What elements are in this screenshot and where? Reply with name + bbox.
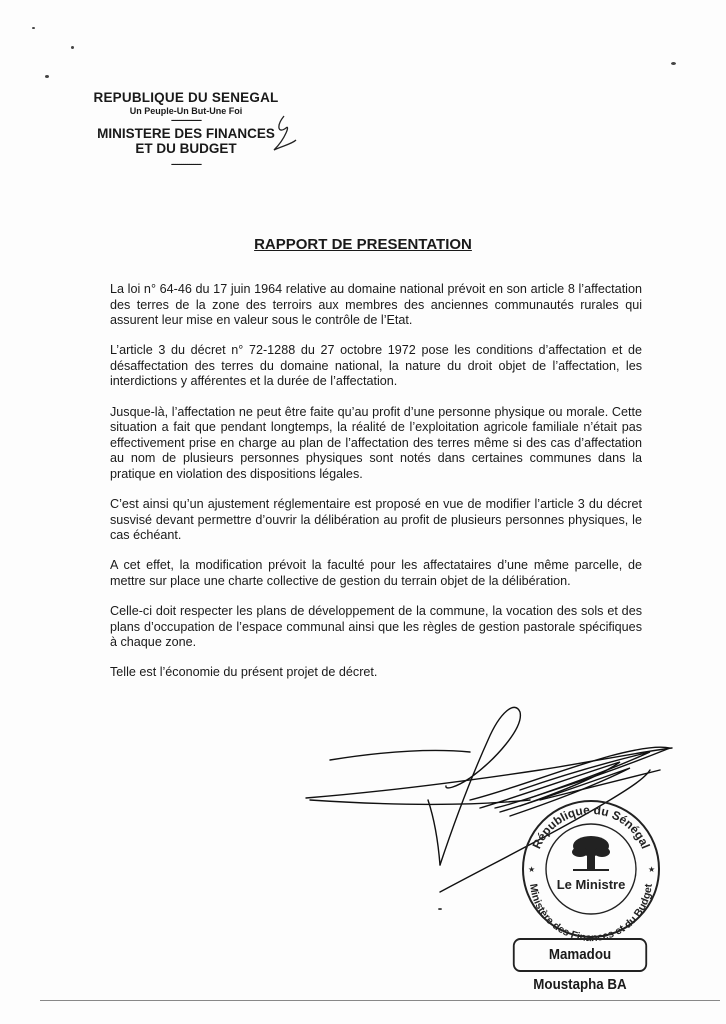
paragraph: A cet effet, la modification prévoit la faculté pour les affectataires d’une même parcelle, de mettre sur place une charte collective de gestion du terrain objet de la délibération. [110,558,642,588]
paragraph: L’article 3 du décret n° 72-1288 du 27 octobre 1972 pose les conditions d’affectation et de désaffectation des terres du domaine national, la nature du droit objet de l’affectation, les interdictions y afférentes et la durée de l’affectation. [110,343,642,389]
stamp-ring-text: République du Sénégal [529,802,653,851]
ministry-name-line2: ET DU BUDGET [135,141,237,156]
paragraph: C’est ainsi qu’un ajustement réglementaire est proposé en vue de modifier l’article 3 du décret susvisé devant permettre d’ouvrir la délibération au profit de plusieurs personnes physiques, le cas échéant. [110,497,642,543]
signatory-name: Mamadou Moustapha BA [513,938,647,972]
document-body [110,282,642,695]
svg-text:★: ★ [528,865,536,874]
national-motto: Un Peuple-Un But-Une Foi [129,106,243,116]
letterhead-separator-2: --------------- [171,159,201,169]
page-bottom-rule [40,1000,720,1001]
letterhead [86,90,286,168]
letterhead-separator: --------------- [171,115,201,125]
paragraph: Jusque-là, l’affectation ne peut être faite qu’au profit d’une personne physique ou morale. Cette situation a fait que pendant longtemps, la réalité de l’exploitation agricole familiale n’était pas effectivement prise en charge au plan de l’affectation des terres même si des cas d’affectation au nom de plusieurs personnes physiques sont notés dans certaines communes dans la pratique en violation des dispositions légales. [110,404,642,481]
paragraph: La loi n° 64-46 du 17 juin 1964 relative au domaine national prévoit en son article 8 l’affectation des terres de la zone des terroirs aux membres des anciennes communautés rurales qui assurent leur mise en valeur sous le contrôle de l’Etat. [110,282,642,328]
stamp-ring-text-bottom: Ministère des Finances et du Budget [527,882,655,945]
svg-text:Ministère des Finances et du B [527,883,655,944]
ministry-name-line1: MINISTERE DES FINANCES [97,126,275,141]
country-name: REPUBLIQUE DU SENEGAL [93,90,279,105]
stamp-center-text: Le Ministre [556,877,626,892]
paragraph: Celle-ci doit respecter les plans de développement de la commune, la vocation des sols et des plans d’occupation de l’espace communal ainsi que les règles de gestion pastorale spécifiques à chaque zone. [110,604,642,650]
document-title: RAPPORT DE PRESENTATION [254,236,472,253]
baobab-tree-icon [572,836,610,871]
svg-text:★: ★ [648,865,656,874]
svg-text:République du Sénégal [529,803,652,851]
paragraph: Telle est l’économie du présent projet de décret. [110,665,378,680]
